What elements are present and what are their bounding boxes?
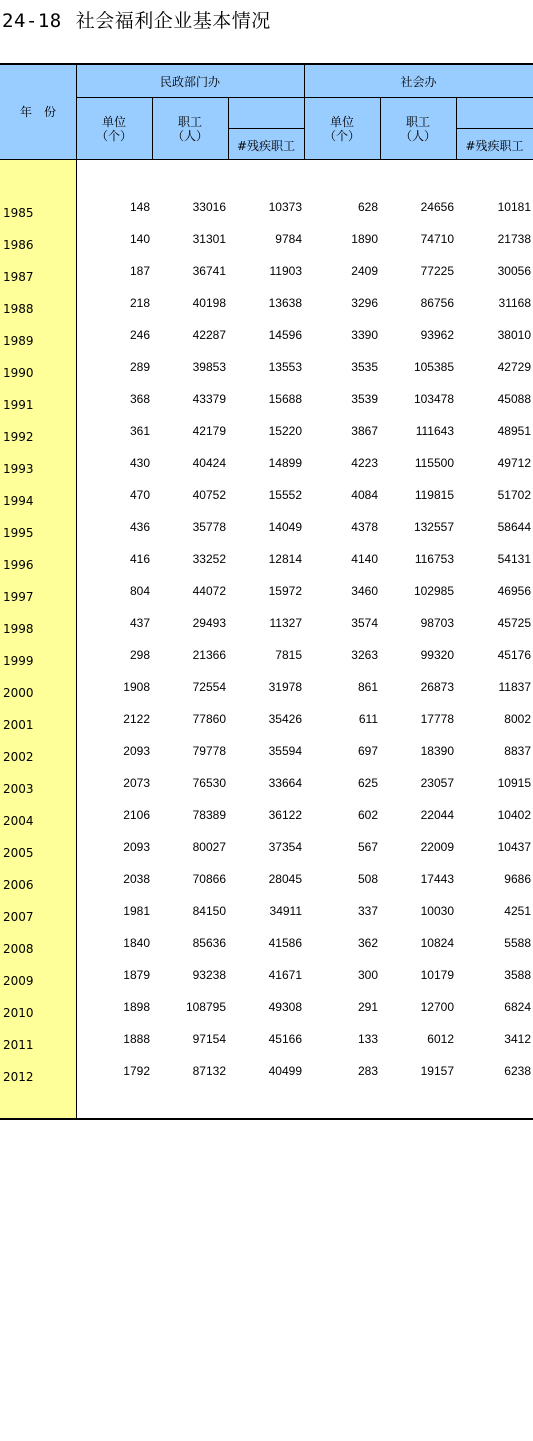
group-header-social: 社会办 <box>400 75 437 89</box>
value-cell: 861 <box>357 680 378 694</box>
value-cell: 508 <box>357 872 378 886</box>
value-cell: 19157 <box>420 1064 454 1078</box>
value-cell: 12814 <box>268 552 302 566</box>
value-cell: 140 <box>129 232 150 246</box>
value-cell: 4084 <box>351 488 378 502</box>
year-cell: 2011 <box>3 1038 34 1052</box>
value-cell: 34911 <box>269 904 302 918</box>
value-cell: 3263 <box>351 648 378 662</box>
value-cell: 9686 <box>504 872 531 886</box>
year-cell: 2001 <box>3 718 34 732</box>
value-cell: 15688 <box>268 392 302 406</box>
value-cell: 45725 <box>497 616 531 630</box>
year-cell: 2002 <box>3 750 34 764</box>
value-cell: 42729 <box>497 360 531 374</box>
value-cell: 22044 <box>420 808 454 822</box>
value-cell: 2093 <box>123 840 150 854</box>
table-row <box>0 328 533 360</box>
value-cell: 46956 <box>497 584 531 598</box>
year-cell: 2010 <box>3 1006 34 1020</box>
value-cell: 72554 <box>192 680 226 694</box>
year-cell: 1996 <box>3 558 34 572</box>
value-cell: 291 <box>357 1000 378 1014</box>
table-row <box>0 232 533 264</box>
year-cell: 2008 <box>3 942 34 956</box>
value-cell: 51702 <box>497 488 531 502</box>
value-cell: 30056 <box>497 264 531 278</box>
value-cell: 45176 <box>497 648 531 662</box>
value-cell: 3539 <box>351 392 378 406</box>
page-title <box>2 6 271 33</box>
value-cell: 76530 <box>192 776 226 790</box>
value-cell: 628 <box>357 200 378 214</box>
value-cell: 86756 <box>420 296 454 310</box>
value-cell: 74710 <box>420 232 454 246</box>
value-cell: 1879 <box>123 968 150 982</box>
value-cell: 337 <box>357 904 378 918</box>
table-row <box>0 840 533 872</box>
value-cell: 361 <box>129 424 150 438</box>
value-cell: 10437 <box>497 840 531 854</box>
value-cell: 1908 <box>123 680 150 694</box>
value-cell: 133 <box>357 1032 378 1046</box>
table-number: 24-18 <box>2 10 62 32</box>
value-cell: 79778 <box>192 744 226 758</box>
year-cell: 1997 <box>3 590 34 604</box>
value-cell: 3867 <box>351 424 378 438</box>
year-cell: 2000 <box>3 686 34 700</box>
value-cell: 246 <box>129 328 150 342</box>
col-header-staff-2: 职工 （人） <box>399 115 436 143</box>
table-row <box>0 712 533 744</box>
value-cell: 23057 <box>420 776 454 790</box>
value-cell: 45088 <box>497 392 531 406</box>
value-cell: 45166 <box>268 1032 302 1046</box>
value-cell: 28045 <box>268 872 302 886</box>
value-cell: 15972 <box>268 584 302 598</box>
value-cell: 105385 <box>413 360 454 374</box>
value-cell: 300 <box>357 968 378 982</box>
value-cell: 49712 <box>497 456 531 470</box>
value-cell: 6238 <box>504 1064 531 1078</box>
value-cell: 49308 <box>268 1000 302 1014</box>
value-cell: 4378 <box>351 520 378 534</box>
col-header-units-2: 单位 （个） <box>323 115 360 143</box>
value-cell: 35778 <box>192 520 226 534</box>
value-cell: 1840 <box>123 936 150 950</box>
value-cell: 6012 <box>427 1032 454 1046</box>
value-cell: 38010 <box>497 328 531 342</box>
value-cell: 87132 <box>192 1064 226 1078</box>
value-cell: 2409 <box>351 264 378 278</box>
value-cell: 470 <box>129 488 150 502</box>
table-row <box>0 904 533 936</box>
value-cell: 80027 <box>192 840 226 854</box>
value-cell: 98703 <box>420 616 454 630</box>
year-cell: 1993 <box>3 462 34 476</box>
table-row <box>0 616 533 648</box>
value-cell: 77225 <box>420 264 454 278</box>
value-cell: 10373 <box>268 200 302 214</box>
value-cell: 119815 <box>414 488 454 502</box>
value-cell: 42179 <box>192 424 226 438</box>
value-cell: 31301 <box>192 232 226 246</box>
table-row <box>0 872 533 904</box>
value-cell: 1898 <box>123 1000 150 1014</box>
value-cell: 567 <box>357 840 378 854</box>
value-cell: 17443 <box>420 872 454 886</box>
year-cell: 1989 <box>3 334 34 348</box>
value-cell: 31168 <box>498 296 531 310</box>
table-row <box>0 936 533 968</box>
value-cell: 116753 <box>414 552 454 566</box>
value-cell: 99320 <box>420 648 454 662</box>
year-cell: 1994 <box>3 494 34 508</box>
year-cell: 2005 <box>3 846 34 860</box>
value-cell: 36122 <box>268 808 302 822</box>
value-cell: 37354 <box>268 840 302 854</box>
year-cell: 1990 <box>3 366 34 380</box>
value-cell: 31978 <box>268 680 302 694</box>
value-cell: 9784 <box>275 232 302 246</box>
value-cell: 602 <box>357 808 378 822</box>
table-row <box>0 744 533 776</box>
value-cell: 58644 <box>497 520 531 534</box>
value-cell: 416 <box>129 552 150 566</box>
table-row <box>0 1064 533 1096</box>
value-cell: 10179 <box>420 968 454 982</box>
table-bottom-rule <box>0 1118 533 1120</box>
value-cell: 35594 <box>268 744 302 758</box>
value-cell: 108795 <box>185 1000 226 1014</box>
value-cell: 18390 <box>420 744 454 758</box>
col-header-staff-1: 职工 （人） <box>171 115 208 143</box>
value-cell: 2093 <box>123 744 150 758</box>
value-cell: 10402 <box>497 808 531 822</box>
year-cell: 2004 <box>3 814 34 828</box>
year-cell: 1986 <box>3 238 34 252</box>
value-cell: 697 <box>357 744 378 758</box>
value-cell: 13553 <box>268 360 302 374</box>
value-cell: 15220 <box>268 424 302 438</box>
table-row <box>0 488 533 520</box>
value-cell: 43379 <box>192 392 226 406</box>
value-cell: 1890 <box>351 232 378 246</box>
value-cell: 103478 <box>413 392 454 406</box>
value-cell: 77860 <box>192 712 226 726</box>
value-cell: 21366 <box>192 648 226 662</box>
value-cell: 14596 <box>268 328 302 342</box>
value-cell: 39853 <box>192 360 226 374</box>
value-cell: 26873 <box>420 680 454 694</box>
table-row <box>0 392 533 424</box>
table-row <box>0 424 533 456</box>
value-cell: 10181 <box>497 200 531 214</box>
value-cell: 804 <box>129 584 150 598</box>
value-cell: 1792 <box>123 1064 150 1078</box>
table-header <box>0 63 533 160</box>
value-cell: 11327 <box>269 616 302 630</box>
value-cell: 436 <box>129 520 150 534</box>
value-cell: 11837 <box>498 680 531 694</box>
value-cell: 40499 <box>268 1064 302 1078</box>
year-cell: 1999 <box>3 654 34 668</box>
value-cell: 3574 <box>351 616 378 630</box>
value-cell: 93238 <box>192 968 226 982</box>
value-cell: 283 <box>357 1064 378 1078</box>
col-header-disabled-1: #残疾职工 <box>236 139 296 153</box>
group-header-civil-affairs: 民政部门办 <box>159 75 220 89</box>
table-row <box>0 808 533 840</box>
value-cell: 2038 <box>123 872 150 886</box>
year-cell: 2012 <box>3 1070 34 1084</box>
table-row <box>0 968 533 1000</box>
value-cell: 33664 <box>268 776 302 790</box>
value-cell: 102985 <box>413 584 454 598</box>
value-cell: 8837 <box>504 744 531 758</box>
value-cell: 10824 <box>420 936 454 950</box>
value-cell: 2122 <box>123 712 150 726</box>
value-cell: 40752 <box>192 488 226 502</box>
value-cell: 289 <box>129 360 150 374</box>
value-cell: 437 <box>129 616 150 630</box>
value-cell: 93962 <box>420 328 454 342</box>
col-header-disabled-2: #残疾职工 <box>465 139 524 153</box>
value-cell: 70866 <box>192 872 226 886</box>
value-cell: 44072 <box>192 584 226 598</box>
value-cell: 218 <box>129 296 150 310</box>
table-row <box>0 680 533 712</box>
year-cell: 1991 <box>3 398 34 412</box>
value-cell: 8002 <box>504 712 531 726</box>
value-cell: 14899 <box>268 456 302 470</box>
value-cell: 84150 <box>192 904 226 918</box>
value-cell: 24656 <box>420 200 454 214</box>
value-cell: 40198 <box>192 296 226 310</box>
value-cell: 33252 <box>192 552 226 566</box>
value-cell: 42287 <box>192 328 226 342</box>
table-row <box>0 456 533 488</box>
value-cell: 41671 <box>268 968 302 982</box>
year-header: 年 份 <box>19 105 56 119</box>
value-cell: 10915 <box>497 776 531 790</box>
value-cell: 17778 <box>420 712 454 726</box>
value-cell: 35426 <box>268 712 302 726</box>
year-cell: 1985 <box>3 206 34 220</box>
table-row <box>0 520 533 552</box>
value-cell: 1981 <box>123 904 150 918</box>
col-header-units-1: 单位 （个） <box>95 115 132 143</box>
value-cell: 368 <box>129 392 150 406</box>
value-cell: 5588 <box>504 936 531 950</box>
year-cell: 1987 <box>3 270 34 284</box>
value-cell: 78389 <box>192 808 226 822</box>
table-row <box>0 648 533 680</box>
value-cell: 298 <box>129 648 150 662</box>
value-cell: 41586 <box>268 936 302 950</box>
year-cell: 2003 <box>3 782 34 796</box>
value-cell: 115500 <box>414 456 454 470</box>
value-cell: 21738 <box>497 232 531 246</box>
value-cell: 2106 <box>123 808 150 822</box>
value-cell: 97154 <box>192 1032 226 1046</box>
value-cell: 2073 <box>123 776 150 790</box>
value-cell: 362 <box>357 936 378 950</box>
value-cell: 611 <box>358 712 378 726</box>
value-cell: 13638 <box>268 296 302 310</box>
value-cell: 6824 <box>504 1000 531 1014</box>
value-cell: 111643 <box>415 424 454 438</box>
table-row <box>0 552 533 584</box>
table-row <box>0 584 533 616</box>
year-cell: 2006 <box>3 878 34 892</box>
year-cell: 1995 <box>3 526 34 540</box>
value-cell: 22009 <box>420 840 454 854</box>
value-cell: 12700 <box>420 1000 454 1014</box>
table-row <box>0 1000 533 1032</box>
table-row <box>0 200 533 232</box>
value-cell: 36741 <box>192 264 226 278</box>
table-row <box>0 296 533 328</box>
year-cell: 2007 <box>3 910 34 924</box>
year-cell: 1988 <box>3 302 34 316</box>
value-cell: 40424 <box>192 456 226 470</box>
table-title: 社会福利企业基本情况 <box>75 10 271 32</box>
value-cell: 3588 <box>504 968 531 982</box>
value-cell: 29493 <box>192 616 226 630</box>
value-cell: 33016 <box>192 200 226 214</box>
value-cell: 1888 <box>123 1032 150 1046</box>
value-cell: 48951 <box>497 424 531 438</box>
table-row <box>0 1032 533 1064</box>
value-cell: 3390 <box>351 328 378 342</box>
year-cell: 1998 <box>3 622 34 636</box>
table-row <box>0 360 533 392</box>
value-cell: 11903 <box>269 264 302 278</box>
value-cell: 187 <box>129 264 150 278</box>
year-cell: 1992 <box>3 430 34 444</box>
value-cell: 3460 <box>351 584 378 598</box>
value-cell: 625 <box>357 776 378 790</box>
year-cell: 2009 <box>3 974 34 988</box>
value-cell: 4223 <box>351 456 378 470</box>
value-cell: 54131 <box>497 552 531 566</box>
table-row <box>0 264 533 296</box>
value-cell: 15552 <box>268 488 302 502</box>
value-cell: 3412 <box>504 1032 531 1046</box>
value-cell: 7815 <box>275 648 302 662</box>
value-cell: 132557 <box>413 520 454 534</box>
value-cell: 3535 <box>351 360 378 374</box>
value-cell: 4251 <box>504 904 531 918</box>
table-row <box>0 776 533 808</box>
value-cell: 430 <box>129 456 150 470</box>
value-cell: 4140 <box>351 552 378 566</box>
value-cell: 85636 <box>192 936 226 950</box>
value-cell: 10030 <box>420 904 454 918</box>
value-cell: 3296 <box>351 296 378 310</box>
value-cell: 14049 <box>268 520 302 534</box>
value-cell: 148 <box>129 200 150 214</box>
